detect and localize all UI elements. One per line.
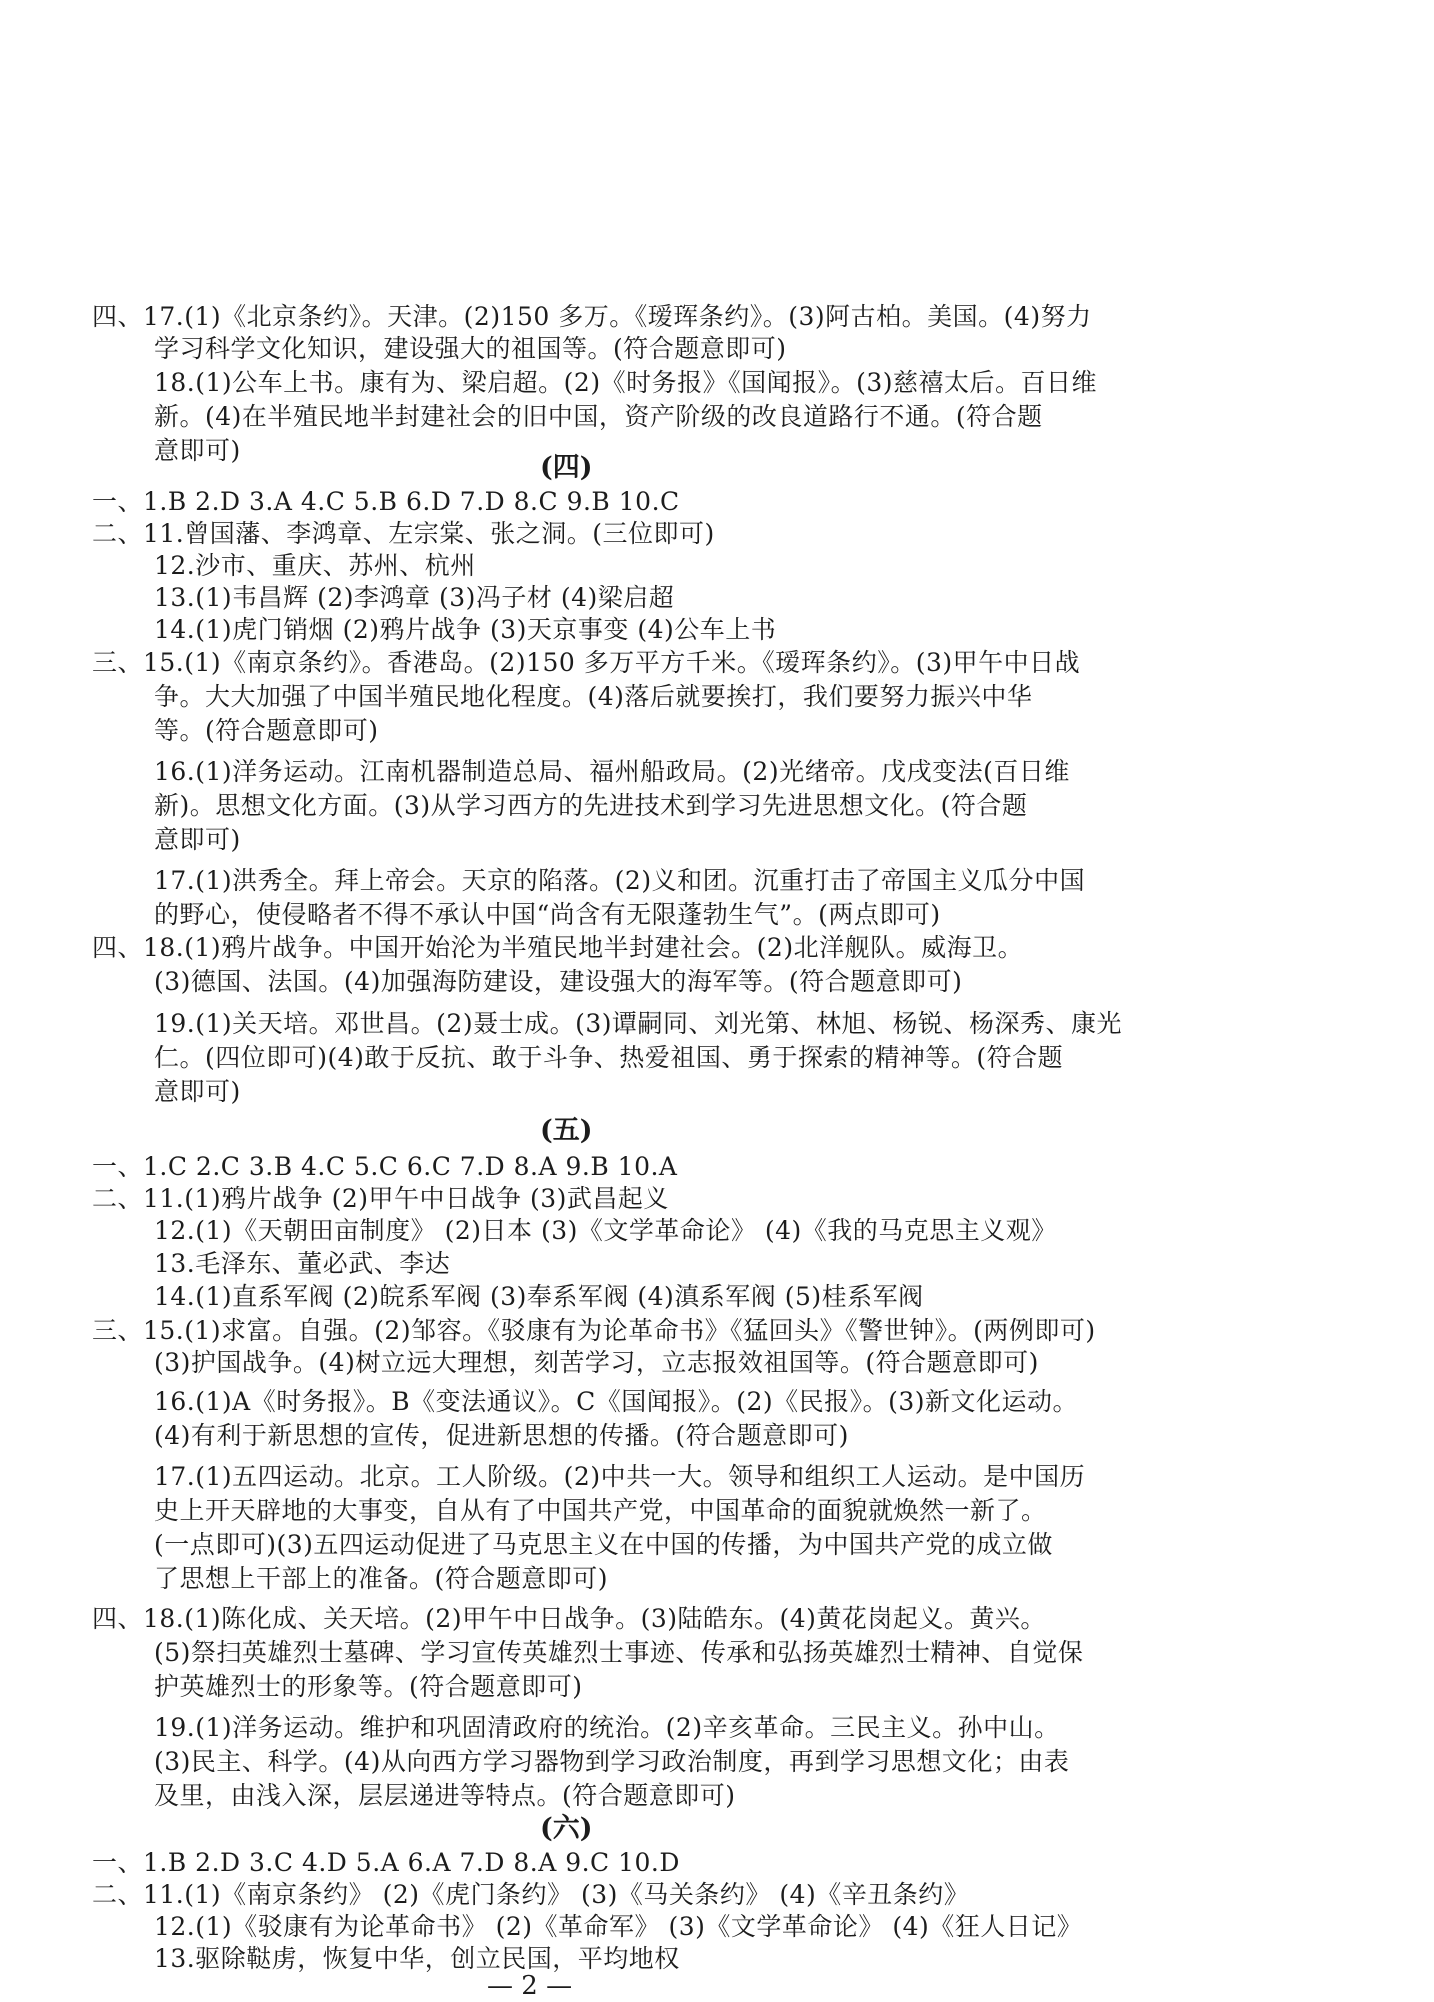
answer-line: 14.(1)直系军阀 (2)皖系军阀 (3)奉系军阀 (4)滇系军阀 (5)桂系军阀 <box>154 1282 924 1311</box>
answer-line: 19.(1)关天培。邓世昌。(2)聂士成。(3)谭嗣同、刘光第、林旭、杨锐、杨深秀、康光 <box>154 1009 1122 1038</box>
section-heading-5: (五) <box>540 1115 593 1146</box>
answer-line: 13.毛泽东、董必武、李达 <box>154 1249 451 1278</box>
answer-line: 了思想上干部上的准备。(符合题意即可) <box>154 1564 609 1593</box>
answer-line: 三、15.(1)《南京条约》。香港岛。(2)150 多万平方千米。《瑷珲条约》。(3)甲午中日战 <box>92 648 1081 677</box>
answer-line: 16.(1)A《时务报》。B《变法通议》。C《国闻报》。(2)《民报》。(3)新文化运动。 <box>154 1387 1079 1416</box>
answer-line: 二、11.(1)《南京条约》 (2)《虎门条约》 (3)《马关条约》 (4)《辛丑条约》 <box>92 1880 970 1909</box>
answer-line: 13.(1)韦昌辉 (2)李鸿章 (3)冯子材 (4)梁启超 <box>154 583 675 612</box>
answer-line: 四、18.(1)鸦片战争。中国开始沦为半殖民地半封建社会。(2)北洋舰队。威海卫。 <box>92 933 1024 962</box>
answer-line: 二、11.(1)鸦片战争 (2)甲午中日战争 (3)武昌起义 <box>92 1184 669 1213</box>
answer-line: 学习科学文化知识，建设强大的祖国等。(符合题意即可) <box>154 334 787 363</box>
answer-line: 新)。思想文化方面。(3)从学习西方的先进技术到学习先进思想文化。(符合题 <box>154 791 1028 820</box>
answer-line: 12.(1)《驳康有为论革命书》 (2)《革命军》 (3)《文学革命论》 (4)《狂人日记》 <box>154 1912 1083 1941</box>
answer-line: 17.(1)洪秀全。拜上帝会。天京的陷落。(2)义和团。沉重打击了帝国主义瓜分中国 <box>154 866 1086 895</box>
answer-line: 三、15.(1)求富。自强。(2)邹容。《驳康有为论革命书》《猛回头》《警世钟》。(两例即可) <box>92 1316 1096 1345</box>
page-number: — 2 — <box>487 1971 573 2001</box>
answer-line: 新。(4)在半殖民地半封建社会的旧中国，资产阶级的改良道路行不通。(符合题 <box>154 402 1043 431</box>
answer-line: (3)德国、法国。(4)加强海防建设，建设强大的海军等。(符合题意即可) <box>154 967 963 996</box>
answer-line: 护英雄烈士的形象等。(符合题意即可) <box>154 1672 583 1701</box>
answer-line: (5)祭扫英雄烈士墓碑、学习宣传英雄烈士事迹、传承和弘扬英雄烈士精神、自觉保 <box>154 1638 1084 1667</box>
answer-line: 意即可) <box>154 825 241 854</box>
answer-line: 14.(1)虎门销烟 (2)鸦片战争 (3)天京事变 (4)公车上书 <box>154 615 777 644</box>
answer-line: (一点即可)(3)五四运动促进了马克思主义在中国的传播，为中国共产党的成立做 <box>154 1530 1053 1559</box>
answer-line: 一、1.B 2.D 3.A 4.C 5.B 6.D 7.D 8.C 9.B 10.C <box>92 487 680 516</box>
answer-line: 18.(1)公车上书。康有为、梁启超。(2)《时务报》《国闻报》。(3)慈禧太后。百日维 <box>154 368 1097 397</box>
section-heading-6: (六) <box>540 1813 593 1844</box>
answer-line: 争。大大加强了中国半殖民地化程度。(4)落后就要挨打，我们要努力振兴中华 <box>154 682 1033 711</box>
answer-line: 四、18.(1)陈化成、关天培。(2)甲午中日战争。(3)陆皓东。(4)黄花岗起义。黄兴。 <box>92 1604 1046 1633</box>
answer-line: 一、1.C 2.C 3.B 4.C 5.C 6.C 7.D 8.A 9.B 10.A <box>92 1152 678 1181</box>
answer-line: 17.(1)五四运动。北京。工人阶级。(2)中共一大。领导和组织工人运动。是中国历 <box>154 1462 1086 1491</box>
answer-line: 19.(1)洋务运动。维护和巩固清政府的统治。(2)辛亥革命。三民主义。孙中山。 <box>154 1713 1060 1742</box>
answer-line: 四、17.(1)《北京条约》。天津。(2)150 多万。《瑷珲条约》。(3)阿古柏。美国。(4)努力 <box>92 302 1092 331</box>
answer-line: 13.驱除鞑虏，恢复中华，创立民国，平均地权 <box>154 1944 680 1973</box>
answer-line: 意即可) <box>154 436 241 465</box>
answer-line: 16.(1)洋务运动。江南机器制造总局、福州船政局。(2)光绪帝。戊戌变法(百日维 <box>154 757 1070 786</box>
answer-line: 史上开天辟地的大事变，自从有了中国共产党，中国革命的面貌就焕然一新了。 <box>154 1496 1047 1525</box>
section-heading-4: (四) <box>540 452 593 483</box>
answer-line: (3)民主、科学。(4)从向西方学习器物到学习政治制度，再到学习思想文化；由表 <box>154 1747 1070 1776</box>
answer-line: 及里，由浅入深，层层递进等特点。(符合题意即可) <box>154 1781 736 1810</box>
answer-line: 仁。(四位即可)(4)敢于反抗、敢于斗争、热爱祖国、勇于探索的精神等。(符合题 <box>154 1043 1064 1072</box>
answer-line: 一、1.B 2.D 3.C 4.D 5.A 6.A 7.D 8.A 9.C 10.D <box>92 1848 680 1877</box>
answer-line: 等。(符合题意即可) <box>154 716 379 745</box>
answer-line: 12.(1)《天朝田亩制度》 (2)日本 (3)《文学革命论》 (4)《我的马克思主义观》 <box>154 1216 1057 1245</box>
answer-line: 12.沙市、重庆、苏州、杭州 <box>154 551 476 580</box>
answer-line: (4)有利于新思想的宣传，促进新思想的传播。(符合题意即可) <box>154 1421 849 1450</box>
answer-line: 意即可) <box>154 1077 241 1106</box>
answer-line: 的野心，使侵略者不得不承认中国“尚含有无限蓬勃生气”。(两点即可) <box>154 900 941 929</box>
answer-line: (3)护国战争。(4)树立远大理想，刻苦学习，立志报效祖国等。(符合题意即可) <box>154 1348 1039 1377</box>
answer-line: 二、11.曾国藩、李鸿章、左宗棠、张之洞。(三位即可) <box>92 519 715 548</box>
